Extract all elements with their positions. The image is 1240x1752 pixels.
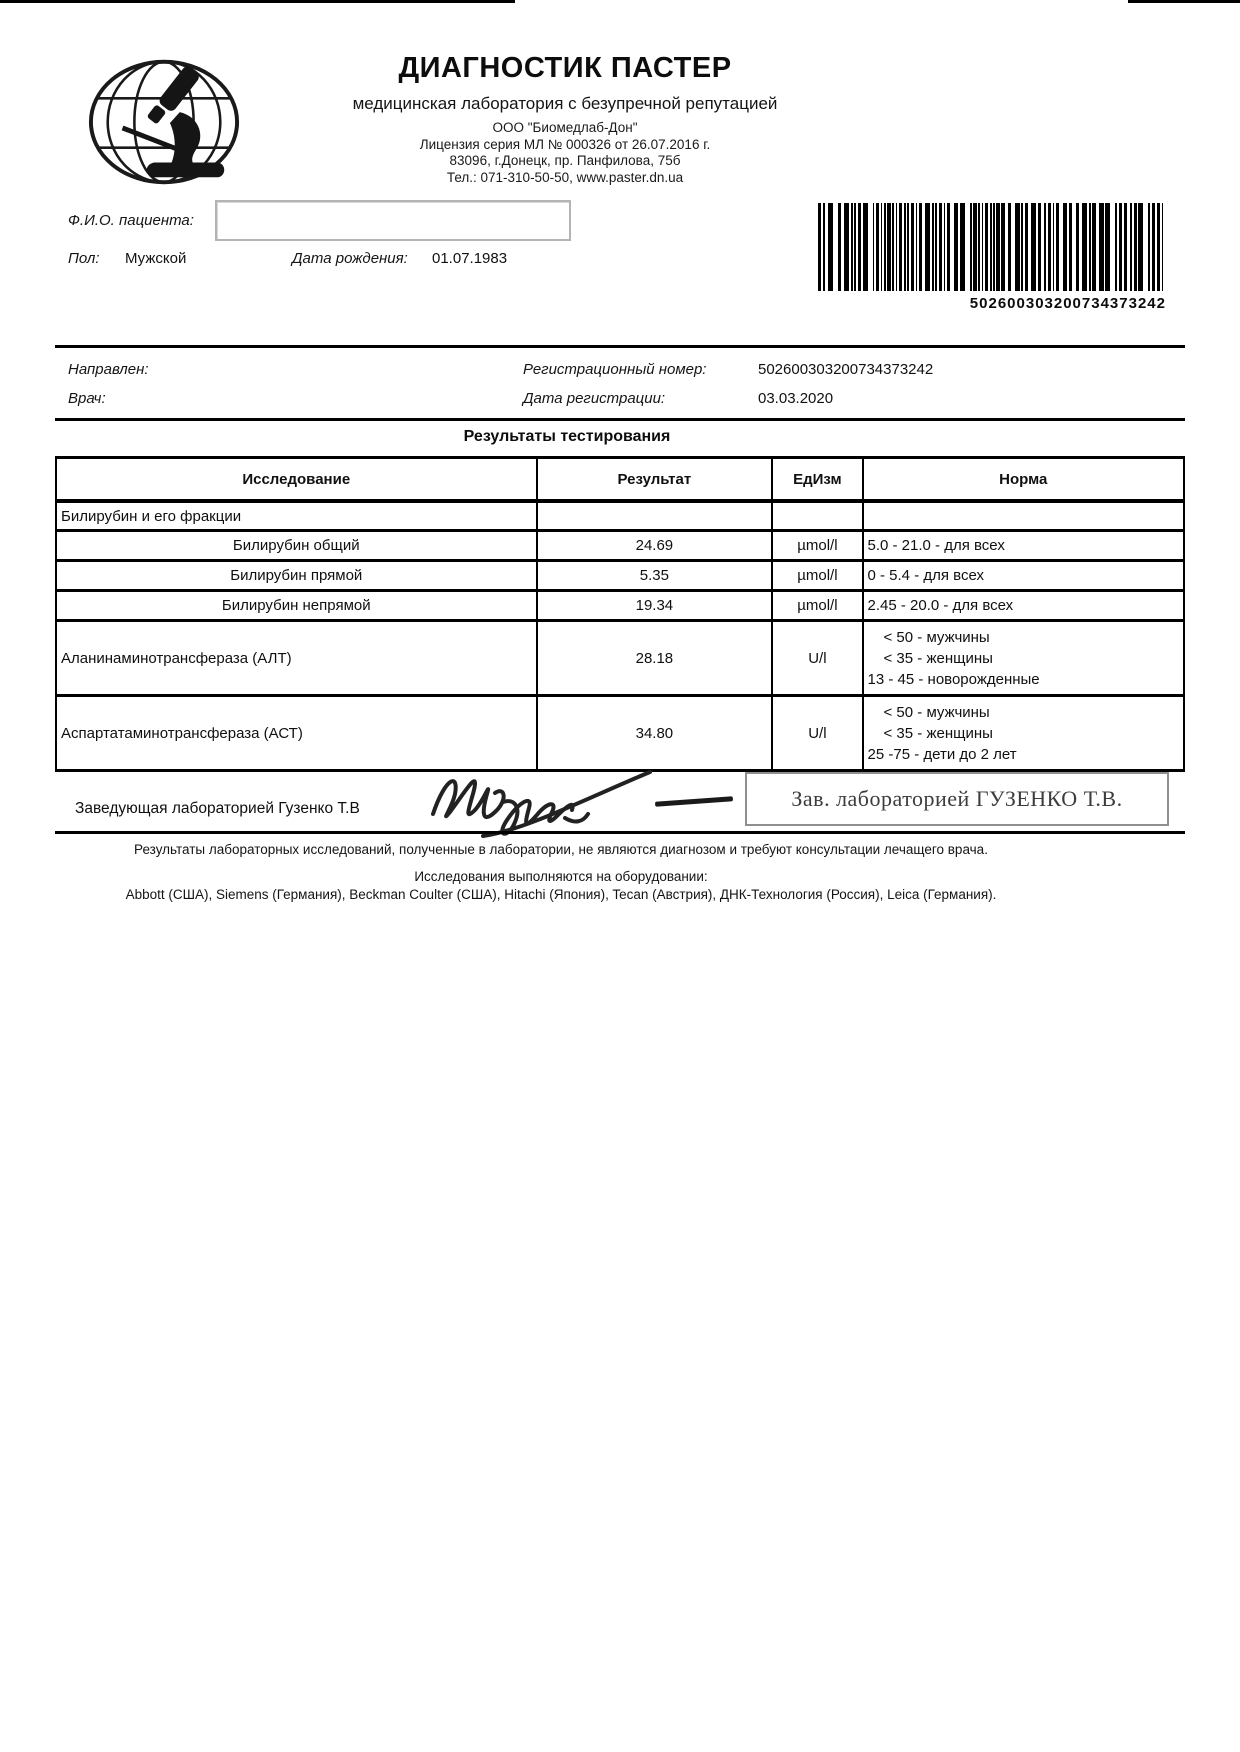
barcode-number: 502600303200734373242 xyxy=(969,295,1166,312)
birth-date-value: 01.07.1983 xyxy=(432,250,508,267)
test-name: Билирубин общий xyxy=(56,531,537,561)
test-unit: U/l xyxy=(772,696,862,771)
test-name: Аланинаминотрансфераза (АЛТ) xyxy=(56,621,537,696)
sex-value: Мужской xyxy=(125,250,187,267)
footer-divider xyxy=(55,831,1185,834)
table-row xyxy=(56,621,1184,696)
test-name: Билирубин прямой xyxy=(56,561,537,591)
col-header-norm: Норма xyxy=(863,458,1185,502)
empty-cell xyxy=(863,501,1185,531)
test-unit: µmol/l xyxy=(772,531,862,561)
test-norm xyxy=(863,696,1185,771)
norm-line: < 35 - женщины xyxy=(883,724,993,742)
reg-date-value: 03.03.2020 xyxy=(758,390,834,407)
test-unit: µmol/l xyxy=(772,591,862,621)
footer-equipment-title: Исследования выполняются на оборудовании: xyxy=(414,869,708,884)
test-unit: U/l xyxy=(772,621,862,696)
table-row xyxy=(56,696,1184,771)
patient-name-field xyxy=(215,200,571,241)
table-row xyxy=(56,591,1184,621)
results-title: Результаты тестирования xyxy=(463,428,671,445)
empty-cell xyxy=(772,501,862,531)
test-norm: 5.0 - 21.0 - для всех xyxy=(863,531,1185,561)
norm-line: < 35 - женщины xyxy=(883,649,993,667)
test-result: 24.69 xyxy=(537,531,773,561)
table-row xyxy=(56,531,1184,561)
test-norm xyxy=(863,621,1185,696)
lab-phone: Тел.: 071-310-50-50, www.paster.dn.ua xyxy=(446,169,684,185)
section-row xyxy=(56,501,1184,531)
results-table xyxy=(55,456,1185,772)
norm-line: 13 - 45 - новорожденные xyxy=(867,670,1040,688)
signature-icon xyxy=(425,762,660,842)
lab-license: Лицензия серия МЛ № 000326 от 26.07.2016 г. xyxy=(419,136,711,152)
footer-disclaimer: Результаты лабораторных исследований, полученные в лаборатории, не являются диагнозом и требуют консультации лечащего врача. xyxy=(134,842,988,857)
test-norm: 2.45 - 20.0 - для всех xyxy=(863,591,1185,621)
scan-artifact xyxy=(1128,0,1240,3)
test-result: 19.34 xyxy=(537,591,773,621)
lab-title: ДИАГНОСТИК ПАСТЕР xyxy=(398,52,732,84)
patient-name-label: Ф.И.О. пациента: xyxy=(68,212,194,229)
barcode xyxy=(818,203,1166,291)
col-header-result: Результат xyxy=(537,458,773,502)
empty-cell xyxy=(537,501,773,531)
lab-subtitle: медицинская лаборатория с безупречной репутацией xyxy=(352,94,778,113)
col-header-test: Исследование xyxy=(56,458,537,502)
test-result: 34.80 xyxy=(537,696,773,771)
sex-label: Пол: xyxy=(68,250,100,267)
reg-number-label: Регистрационный номер: xyxy=(523,361,707,378)
barcode-bar xyxy=(1163,203,1166,291)
signature-dash xyxy=(655,796,733,806)
test-norm: 0 - 5.4 - для всех xyxy=(863,561,1185,591)
lab-head-stamp xyxy=(745,772,1169,826)
reg-date-label: Дата регистрации: xyxy=(523,390,666,407)
stamp-text: Зав. лабораторией ГУЗЕНКО Т.В. xyxy=(791,786,1123,811)
table-row xyxy=(56,561,1184,591)
test-result: 28.18 xyxy=(537,621,773,696)
birth-date-label: Дата рождения: xyxy=(292,250,408,267)
scan-artifact xyxy=(0,0,515,3)
test-unit: µmol/l xyxy=(772,561,862,591)
registration-block xyxy=(55,345,1185,421)
lab-company: ООО "Биомедлаб-Дон" xyxy=(492,120,638,135)
referred-label: Направлен: xyxy=(68,361,149,378)
section-title: Билирубин и его фракции xyxy=(56,501,537,531)
report-header xyxy=(225,52,905,186)
lab-head-signature-label: Заведующая лабораторией Гузенко Т.В xyxy=(75,800,360,817)
lab-logo-globe-microscope-icon xyxy=(85,56,243,188)
footer-equipment-list: Abbott (США), Siemens (Германия), Beckman Coulter (США), Hitachi (Япония), Tecan (Австрия), ДНК-Технология (Россия), Leica (Германия). xyxy=(125,887,997,902)
doctor-label: Врач: xyxy=(68,390,106,407)
col-header-unit: ЕдИзм xyxy=(772,458,862,502)
norm-line: 25 -75 - дети до 2 лет xyxy=(867,745,1017,763)
test-name: Аспартатаминотрансфераза (АСТ) xyxy=(56,696,537,771)
norm-line: < 50 - мужчины xyxy=(883,703,990,721)
lab-address: 83096, г.Донецк, пр. Панфилова, 75б xyxy=(449,153,681,168)
test-name: Билирубин непрямой xyxy=(56,591,537,621)
reg-number-value: 502600303200734373242 xyxy=(758,361,934,378)
table-header-row xyxy=(56,458,1184,502)
test-result: 5.35 xyxy=(537,561,773,591)
norm-line: < 50 - мужчины xyxy=(883,628,990,646)
